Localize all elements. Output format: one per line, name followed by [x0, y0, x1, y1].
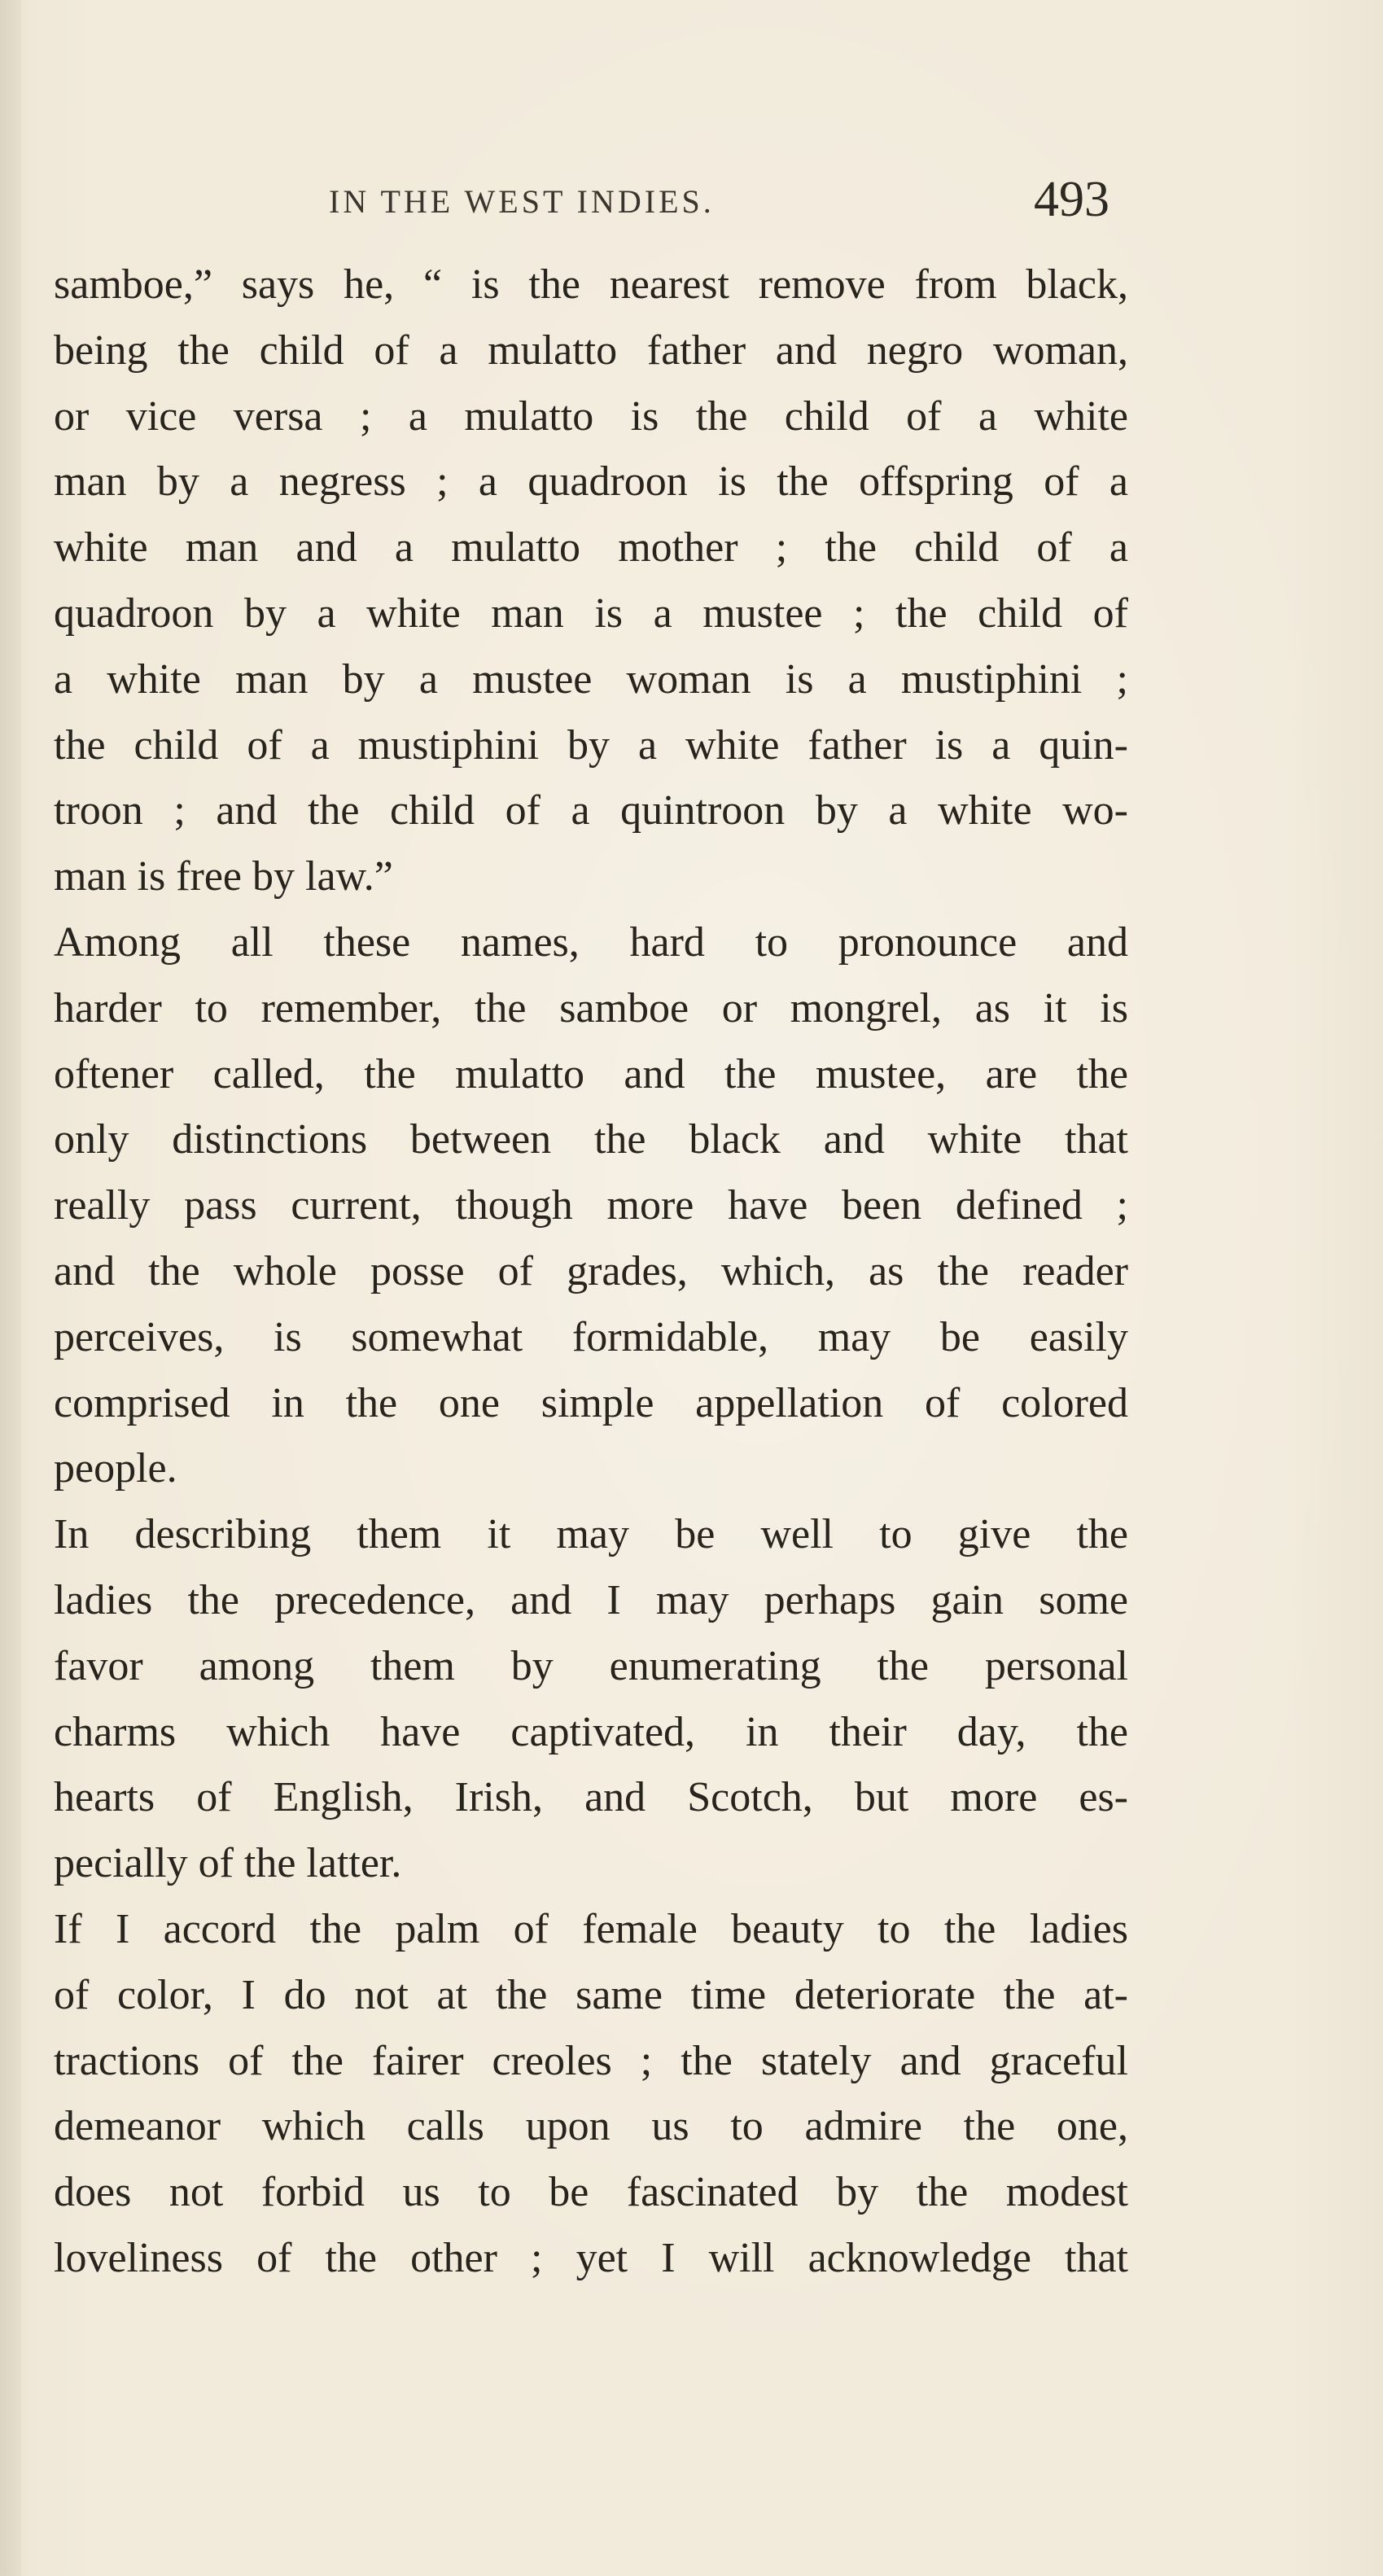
text-line: favor among them by enumerating the personal: [54, 1642, 1128, 1689]
page-gutter-shadow: [0, 0, 21, 2576]
text-line: In describing them it may be well to give the: [54, 1511, 1128, 1558]
text-line: man is free by law.”: [54, 853, 393, 900]
text-line: being the child of a mulatto father and negro woman,: [54, 326, 1128, 374]
text-line: a white man by a mustee woman is a mustiphini ;: [54, 655, 1128, 703]
text-line: hearts of English, Irish, and Scotch, but more es-: [54, 1774, 1128, 1821]
text-line: man by a negress ; a quadroon is the offspring of a: [54, 458, 1128, 506]
text-line: ladies the precedence, and I may perhaps gain some: [54, 1576, 1128, 1623]
text-line: quadroon by a white man is a mustee ; the child of: [54, 589, 1128, 637]
running-title: IN THE WEST INDIES.: [329, 183, 715, 220]
text-line: does not forbid us to be fascinated by the modest: [54, 2169, 1128, 2216]
text-line: only distinctions between the black and white that: [54, 1116, 1128, 1163]
text-line: comprised in the one simple appellation of colored: [54, 1379, 1128, 1426]
text-line: Among all these names, hard to pronounce and: [54, 918, 1128, 966]
text-line: really pass current, though more have been defined ;: [54, 1182, 1128, 1229]
page-number: 493: [1034, 172, 1109, 227]
running-head: [0, 171, 1383, 228]
text-line: demeanor which calls upon us to admire the one,: [54, 2103, 1128, 2150]
text-line: and the whole posse of grades, which, as the reader: [54, 1247, 1128, 1295]
text-line: troon ; and the child of a quintroon by a white wo-: [54, 787, 1128, 835]
body-text: [54, 252, 1128, 2292]
text-line: charms which have captivated, in their day, the: [54, 1708, 1128, 1755]
text-line: samboe,” says he, “ is the nearest remove from black,: [54, 261, 1128, 308]
text-line: pecially of the latter.: [54, 1840, 402, 1887]
text-line: the child of a mustiphini by a white father is a quin-: [54, 721, 1128, 769]
text-line: loveliness of the other ; yet I will acknowledge that: [54, 2234, 1128, 2281]
text-line: people.: [54, 1445, 177, 1492]
text-line: oftener called, the mulatto and the mustee, are the: [54, 1050, 1128, 1097]
text-line: or vice versa ; a mulatto is the child of a white: [54, 392, 1128, 440]
text-line: tractions of the fairer creoles ; the stately and graceful: [54, 2037, 1128, 2084]
text-line: white man and a mulatto mother ; the child of a: [54, 524, 1128, 572]
text-line: harder to remember, the samboe or mongrel, as it is: [54, 984, 1128, 1032]
text-line: of color, I do not at the same time deteriorate the at-: [54, 1971, 1128, 2018]
text-line: perceives, is somewhat formidable, may be easily: [54, 1313, 1128, 1360]
text-line: If I accord the palm of female beauty to the ladies: [54, 1905, 1128, 1952]
